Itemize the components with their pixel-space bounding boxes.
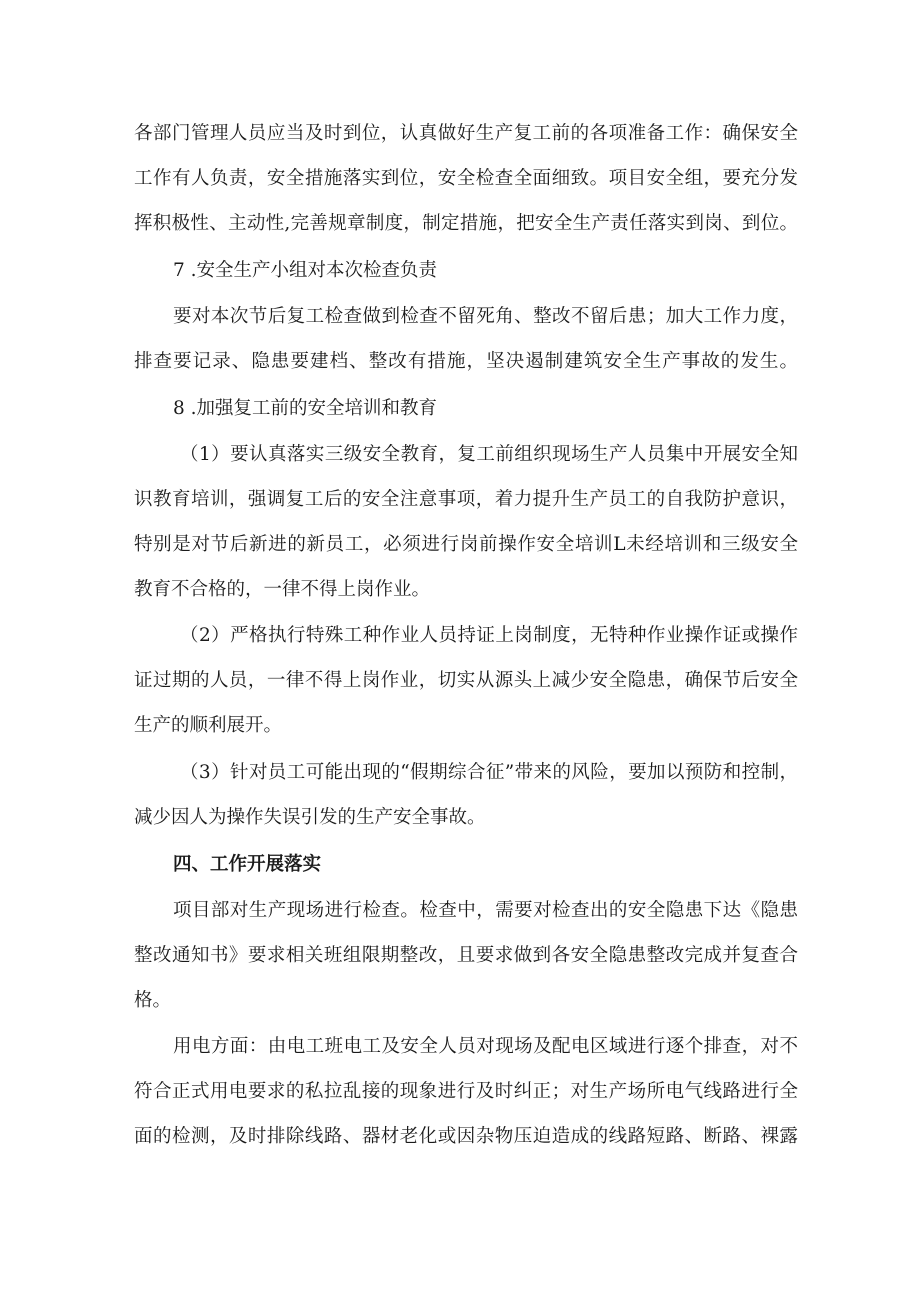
item-7-heading: 7 .安全生产小组对本次检查负责 — [173, 260, 438, 281]
section-4-heading: 四、工作开展落实 — [173, 854, 322, 875]
text-line: 用电方面：由电工班电工及安全人员对现场及配电区域进行逐个排查，对不 — [173, 1036, 798, 1057]
text-line: 减少因人为操作失误引发的生产安全事故。 — [134, 807, 486, 828]
text-line: 识教育培训，强调复工后的安全注意事项，着力提升生产员工的自我防护意识， — [134, 489, 798, 510]
text-line: 特别是对节后新进的新员工，必须进行岗前操作安全培训L未经培训和三级安全 — [134, 534, 798, 555]
text-line: 格。 — [134, 990, 172, 1011]
text-line: 挥积极性、主动性,完善规章制度，制定措施，把安全生产责任落实到岗、到位。 — [134, 213, 798, 234]
text-line: 证过期的人员，一律不得上岗作业，切实从源头上减少安全隐患，确保节后安全 — [134, 670, 798, 691]
text-line: 整改通知书》要求相关班组限期整改，且要求做到各安全隐患整改完成并复查合 — [134, 945, 798, 966]
text-line: 生产的顺利展开。 — [134, 715, 283, 736]
text-line: 工作有人负责，安全措施落实到位，安全检查全面细致。项目安全组，要充分发 — [134, 168, 798, 189]
text-line: （1）要认真落实三级安全教育，复工前组织现场生产人员集中开展安全知 — [180, 444, 798, 465]
text-line: 排查要记录、隐患要建档、整改有措施，坚决遏制建筑安全生产事故的发生。 — [134, 351, 798, 372]
text-line: 要对本次节后复工检查做到检查不留死角、整改不留后患；加大工作力度， — [173, 306, 798, 327]
text-line: 项目部对生产现场进行检查。检查中，需要对检查出的安全隐患下达《隐患 — [173, 900, 798, 921]
item-8-heading: 8 .加强复工前的安全培训和教育 — [173, 398, 438, 419]
text-line: 教育不合格的，一律不得上岗作业。 — [134, 579, 431, 600]
text-line: （3）针对员工可能出现的“假期综合征”带来的风险，要加以预防和控制， — [180, 762, 798, 783]
text-line: 各部门管理人员应当及时到位，认真做好生产复工前的各项准备工作：确保安全 — [134, 123, 798, 144]
text-line: 符合正式用电要求的私拉乱接的现象进行及时纠正；对生产场所电气线路进行全 — [134, 1081, 798, 1102]
text-line: 面的检测，及时排除线路、器材老化或因杂物压迫造成的线路短路、断路、裸露 — [134, 1126, 798, 1147]
text-line: （2）严格执行特殊工种作业人员持证上岗制度，无特种作业操作证或操作 — [180, 625, 798, 646]
